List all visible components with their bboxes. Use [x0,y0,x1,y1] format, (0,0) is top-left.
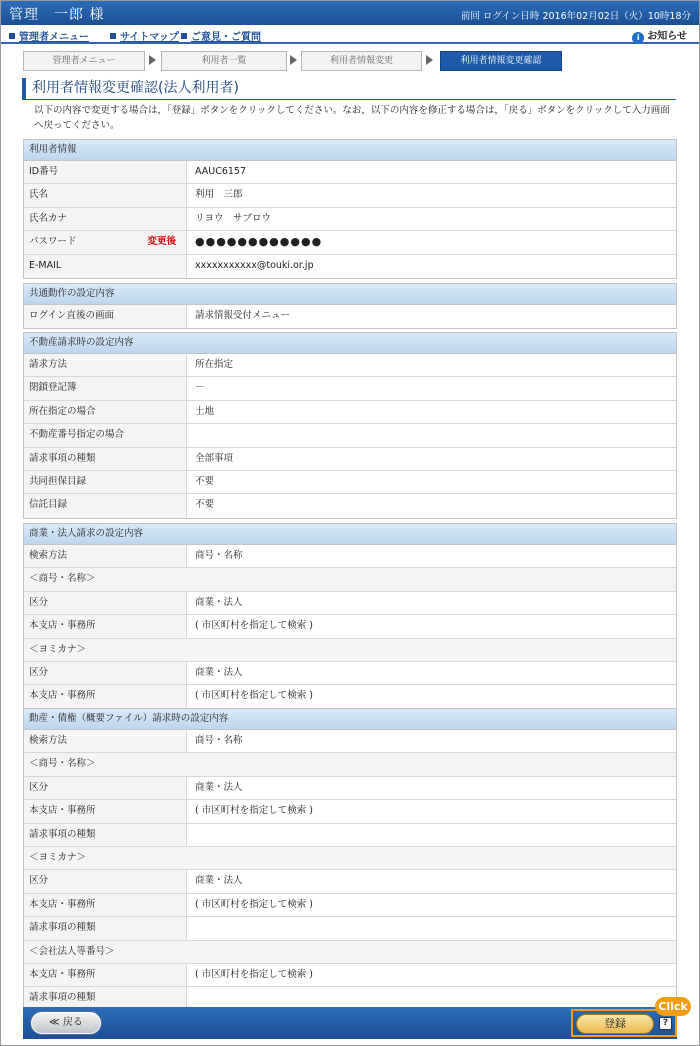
last-login: 前回 ログイン日時 2016年02月02日（火）10時18分 [460,11,691,22]
table-row [24,824,676,847]
row-label: 区分 [24,870,187,892]
click-hint-badge: Click [655,997,691,1016]
row-value: AAUC6157 [187,161,676,183]
table-row [24,424,676,447]
nav-site-map-label: サイトマップ [120,32,179,43]
row-label: 請求事項の種類 [24,987,187,1010]
bullet-icon [9,33,15,39]
step-arrow-icon [149,55,156,65]
nav-admin-menu-label: 管理者メニュー [19,32,89,43]
table-row [24,730,676,753]
table-row [24,448,676,471]
footer-bar [23,1007,677,1039]
subsection-label: ＜会社法人等番号＞ [29,945,115,957]
row-label: 請求事項の種類 [24,824,187,846]
table-row [24,208,676,231]
row-label: 区分 [24,662,187,684]
row-value: － [187,377,676,399]
row-value [187,424,676,446]
table-row [24,894,676,917]
row-value: リヨウ サブロウ [187,208,676,230]
movable-settings-table [23,708,677,1012]
user-info-table [23,139,677,279]
subsection-row [24,568,676,591]
row-label: 区分 [24,592,187,614]
row-label: 本支店・事務所 [24,685,187,708]
row-value: 商号・名称 [187,730,676,752]
section-header: 動産・債権（概要ファイル）請求時の設定内容 [24,709,676,730]
notice-label: お知らせ [647,31,687,42]
row-label: 請求事項の種類 [24,917,187,939]
nav-site-map[interactable] [110,28,179,43]
row-value: 全部事項 [187,448,676,470]
step-arrow-icon [290,55,297,65]
user-name: 管理 一郎 様 [9,7,105,23]
row-label: 所在指定の場合 [24,401,187,423]
nav-feedback[interactable] [181,28,261,43]
row-label: 信託目録 [24,494,187,517]
step-admin-menu: 管理者メニュー [23,51,145,71]
realestate-settings-table [23,332,677,519]
row-label: ID番号 [24,161,187,183]
table-row [24,494,676,517]
section-header: 不動産請求時の設定内容 [24,333,676,354]
row-value: ( 市区町村を指定して検索 ) [187,685,676,708]
subsection-label: ＜ヨミカナ＞ [29,643,87,655]
help-icon[interactable]: ? [659,1017,672,1030]
row-value: ( 市区町村を指定して検索 ) [187,615,676,637]
register-button[interactable]: 登録 [576,1014,654,1034]
page-description: 以下の内容で変更する場合は，「登録」ボタンをクリックしてください。なお，以下の内容を修正する場合は，「戻る」ボタンをクリックして入力画面へ戻ってください。 [34,105,670,131]
row-value: 商業・法人 [187,592,676,614]
row-label: 本支店・事務所 [24,800,187,822]
notice-link[interactable] [632,27,687,44]
table-row [24,354,676,377]
row-label: 本支店・事務所 [24,894,187,916]
commercial-settings-table [23,523,677,710]
row-label: 検索方法 [24,545,187,567]
row-value [187,824,676,846]
table-row [24,471,676,494]
table-row [24,231,676,254]
table-row [24,305,676,328]
row-value: 商業・法人 [187,777,676,799]
table-row [24,184,676,207]
row-label: 請求方法 [24,354,187,376]
info-icon: i [632,32,644,44]
row-value: 商業・法人 [187,662,676,684]
page-title: 利用者情報変更確認(法人利用者) [22,78,676,100]
table-row [24,545,676,568]
bullet-icon [110,33,116,39]
row-label: 検索方法 [24,730,187,752]
table-row [24,615,676,638]
row-label: 氏名カナ [24,208,187,230]
table-row [24,161,676,184]
row-label: ログイン直後の画面 [24,305,187,328]
row-value: 商業・法人 [187,870,676,892]
row-value: 不要 [187,471,676,493]
row-label: 区分 [24,777,187,799]
changed-badge: 変更後 [147,236,176,248]
subsection-row [24,941,676,964]
subsection-row [24,847,676,870]
row-value [187,917,676,939]
table-row [24,777,676,800]
step-user-list: 利用者一覧 [161,51,287,71]
nav-feedback-label: ご意見・ご質問 [191,32,261,43]
step-user-edit-confirm: 利用者情報変更確認 [440,51,562,71]
subsection-label: ＜商号・名称＞ [29,573,96,585]
row-label: 氏名 [24,184,187,206]
header-bar [1,1,699,25]
subsection-row [24,639,676,662]
nav-bar [1,25,699,44]
row-label: 閉鎖登記簿 [24,377,187,399]
table-row [24,662,676,685]
row-label: 不動産番号指定の場合 [24,424,187,446]
row-value: ( 市区町村を指定して検索 ) [187,894,676,916]
row-label: 共同担保目録 [24,471,187,493]
subsection-row [24,753,676,776]
subsection-label: ＜ヨミカナ＞ [29,851,87,863]
row-label: E-MAIL [24,255,187,278]
row-label: 請求事項の種類 [24,448,187,470]
row-value: 請求情報受付メニュー [187,305,676,328]
row-value: ( 市区町村を指定して検索 ) [187,800,676,822]
row-label: 本支店・事務所 [24,615,187,637]
password-label: パスワード [29,236,77,248]
table-row [24,870,676,893]
row-value: 利用 三郎 [187,184,676,206]
section-header: 利用者情報 [24,140,676,161]
row-value: 土地 [187,401,676,423]
common-settings-table [23,283,677,329]
table-row [24,917,676,940]
row-value: ( 市区町村を指定して検索 ) [187,964,676,986]
table-row [24,685,676,708]
subsection-label: ＜商号・名称＞ [29,758,96,770]
row-label: 本支店・事務所 [24,964,187,986]
table-row [24,800,676,823]
table-row [24,592,676,615]
back-button[interactable]: ≪ 戻る [31,1012,101,1034]
section-header: 共通動作の設定内容 [24,284,676,305]
step-user-edit: 利用者情報変更 [301,51,422,71]
bullet-icon [181,33,187,39]
table-row [24,401,676,424]
row-value: 商号・名称 [187,545,676,567]
section-header: 商業・法人請求の設定内容 [24,524,676,545]
row-value: 不要 [187,494,676,517]
table-row [24,255,676,278]
step-arrow-icon [426,55,433,65]
table-row [24,964,676,987]
table-row [24,377,676,400]
row-value: 所在指定 [187,354,676,376]
password-value: ●●●●●●●●●●●● [187,231,676,253]
nav-admin-menu[interactable] [9,28,89,43]
row-value: xxxxxxxxxxx@touki.or.jp [187,255,676,278]
row-label [24,231,187,253]
